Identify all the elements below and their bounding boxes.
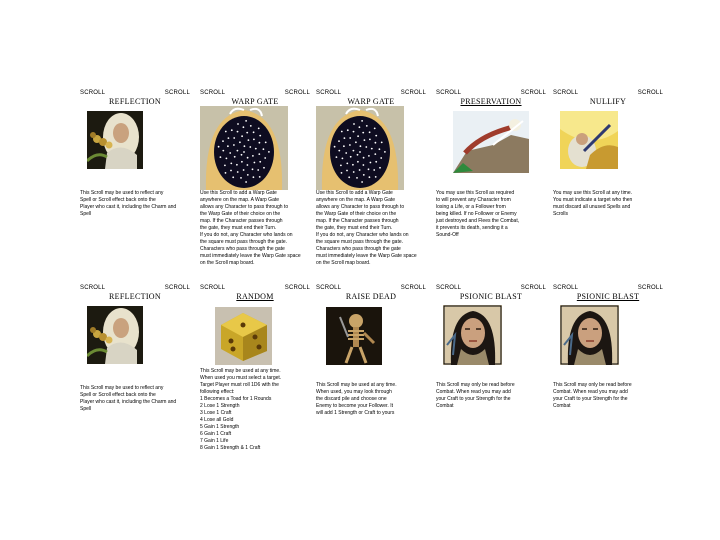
card-description [80,385,190,413]
scroll-card [316,285,426,475]
card-description [200,190,310,267]
card-text-line: Characters who pass through the gate [200,246,285,252]
scroll-card [553,90,663,280]
card-title: REFLECTION [109,292,161,301]
card-text-line: the Warp Gate of their choice on the [316,211,397,217]
card-art-starry-portal-in-stone-arch [316,106,404,190]
card-text-line: to will prevent any Character from [436,197,511,203]
scroll-tag-right: SCROLL [520,285,546,291]
scroll-tag-left: SCROLL [316,90,342,96]
scroll-tag-right: SCROLL [284,285,310,291]
card-art-wizard-dispelling-magic [560,111,618,169]
card-text-line: Sound-Off [436,232,459,238]
card-text-line: Combat. When read you may add [553,389,628,395]
card-text-line: If you do not, any Character who lands on [200,232,293,238]
card-text-line: the discard pile and choose one [316,396,387,402]
card-text-line: losing a Life, or a Follower from [436,204,506,210]
card-text-line: Use this Scroll to add a Warp Gate [200,190,277,196]
effect-list-item: 1 Becomes a Toad for 1 Rounds [200,396,272,402]
scroll-tag-right: SCROLL [637,90,663,96]
card-text-line: When used you must select a target. [200,375,282,381]
card-description [553,190,663,218]
card-description [436,382,546,410]
card-title: WARP GATE [231,97,279,106]
scroll-tag-left: SCROLL [436,90,462,96]
card-text-line: the square must pass through the gate. [316,239,403,245]
card-text-line: Scrolls [553,211,569,217]
card-text-line: allows any Character to pass through to [200,204,289,210]
effect-list-item: 6 Gain 1 Craft [200,431,232,437]
card-text-line: Spell or Scroll effect back onto the [80,392,156,398]
card-text-line: must immediately leave the Warp Gate space [200,253,301,259]
card-art-golden-die [215,307,272,365]
card-text-line: on the Scroll map board. [316,260,371,266]
card-art-dark-haired-psion [560,305,619,365]
card-text-line: This Scroll may only be read before [553,382,632,388]
scroll-tag-right: SCROLL [520,90,546,96]
card-text-line: it prevents its death, sending it a [436,225,508,231]
card-text-line: Spell [80,406,92,412]
card-text-line: just destroyed and Flees the Combat, [436,218,520,224]
scroll-card [200,90,310,280]
scroll-tag-right: SCROLL [637,285,663,291]
card-text-line: Characters who pass through the gate [316,246,401,252]
card-title: PSIONIC BLAST [459,292,523,301]
card-art-skeleton-warrior [326,307,382,365]
card-title: PSIONIC BLAST [576,292,640,301]
scroll-card [80,90,190,280]
card-description [200,368,310,452]
card-text-line: being killed. If no Follower or Enemy [436,211,517,217]
scroll-tag-left: SCROLL [553,90,579,96]
effect-list-item: 3 Lose 1 Craft [200,410,232,416]
card-title: RANDOM [236,292,274,301]
card-text-line: This Scroll may be used to reflect any [80,385,164,391]
card-text-line: This Scroll may be used to reflect any [80,190,164,196]
scroll-card [316,90,426,280]
effect-list [200,396,310,452]
card-text-line: on the Scroll map board. [200,260,255,266]
card-text-line: Player who cast it, including the Charm and [80,204,177,210]
scroll-tag-right: SCROLL [164,285,190,291]
card-text-line: Spell or Scroll effect back onto the [80,197,156,203]
card-text-line: This Scroll may be used at any time. [316,382,397,388]
card-text-line: You may use this Scroll as required [436,190,515,196]
scroll-tag-right: SCROLL [284,90,310,96]
scroll-tag-left: SCROLL [200,285,226,291]
card-text-line: map. If the Character passes through [200,218,283,224]
scroll-tag-right: SCROLL [164,90,190,96]
card-title: WARP GATE [347,97,395,106]
card-text-line: your Craft to your Strength for the [436,396,511,402]
scroll-tag-left: SCROLL [436,285,462,291]
card-text-line: When used, you may look through [316,389,392,395]
card-description [553,382,663,410]
card-description [316,382,426,417]
scroll-card [436,90,546,280]
card-art-blonde-sorceress-with-energy-chains [87,111,143,169]
card-text-line: You may use this Scroll at any time. [553,190,633,196]
card-title: NULLIFY [589,97,627,106]
card-text-line: the square must pass through the gate. [200,239,287,245]
effect-list-item: 5 Gain 1 Strength [200,424,240,430]
effect-list-item: 7 Gain 1 Life [200,438,229,444]
effect-list-item: 2 Lose 1 Strength [200,403,240,409]
card-description [316,190,426,267]
card-text-line: the gate, they must end their Turn. [316,225,393,231]
card-text-line: Target Player must roll 1D6 with the [200,382,279,388]
card-description [436,190,546,239]
card-text-line: Player who cast it, including the Charm and [80,399,177,405]
scroll-tag-right: SCROLL [400,285,426,291]
card-text-line: This Scroll may be used at any time. [200,368,281,374]
scroll-card [553,285,663,475]
card-text-line: will add 1 Strength or Craft to yours [316,410,395,416]
card-text-line: If you do not, any Character who lands on [316,232,409,238]
card-text-line: the gate, they must end their Turn. [200,225,277,231]
scroll-tag-left: SCROLL [200,90,226,96]
card-text-line: must immediately leave the Warp Gate space [316,253,417,259]
card-art-dark-haired-psion [443,305,502,365]
card-title: PRESERVATION [460,97,522,106]
scroll-tag-left: SCROLL [553,285,579,291]
card-art-starry-portal-in-stone-arch [200,106,288,190]
scroll-card [200,285,310,475]
card-text-line: You must indicate a target who then [553,197,633,203]
card-text-line: Combat [436,403,454,409]
card-text-line: must discard all unused Spells and [553,204,631,210]
scroll-tag-left: SCROLL [316,285,342,291]
scroll-tag-right: SCROLL [400,90,426,96]
card-description [80,190,190,218]
card-title: REFLECTION [109,97,161,106]
card-text-line: This Scroll may only be read before [436,382,515,388]
card-text-line: Use this Scroll to add a Warp Gate [316,190,393,196]
card-text-line: Spell [80,211,92,217]
card-art-blonde-sorceress-with-energy-chains [87,306,143,364]
effect-list-item: 4 Lose all Gold [200,417,234,423]
card-text-line: map. If the Character passes through [316,218,399,224]
card-text-line: the Warp Gate of their choice on the [200,211,281,217]
card-text-line: following effect: [200,389,235,395]
card-text-line: your Craft to your Strength for the [553,396,628,402]
card-text-line: Enemy to become your Follower. It [316,403,393,409]
card-text-line: anywhere on the map. A Warp Gate [200,197,280,203]
card-text-line: Combat [553,403,571,409]
scroll-card [80,285,190,475]
scroll-tag-left: SCROLL [80,90,106,96]
card-text-line: anywhere on the map. A Warp Gate [316,197,396,203]
card-text-line: Combat. When read you may add [436,389,511,395]
scroll-card [436,285,546,475]
card-art-warrior-casting-spell [453,111,529,173]
effect-list-item: 8 Gain 1 Strength & 1 Craft [200,445,261,451]
card-title: RAISE DEAD [345,292,397,301]
scroll-tag-left: SCROLL [80,285,106,291]
card-text-line: allows any Character to pass through to [316,204,405,210]
